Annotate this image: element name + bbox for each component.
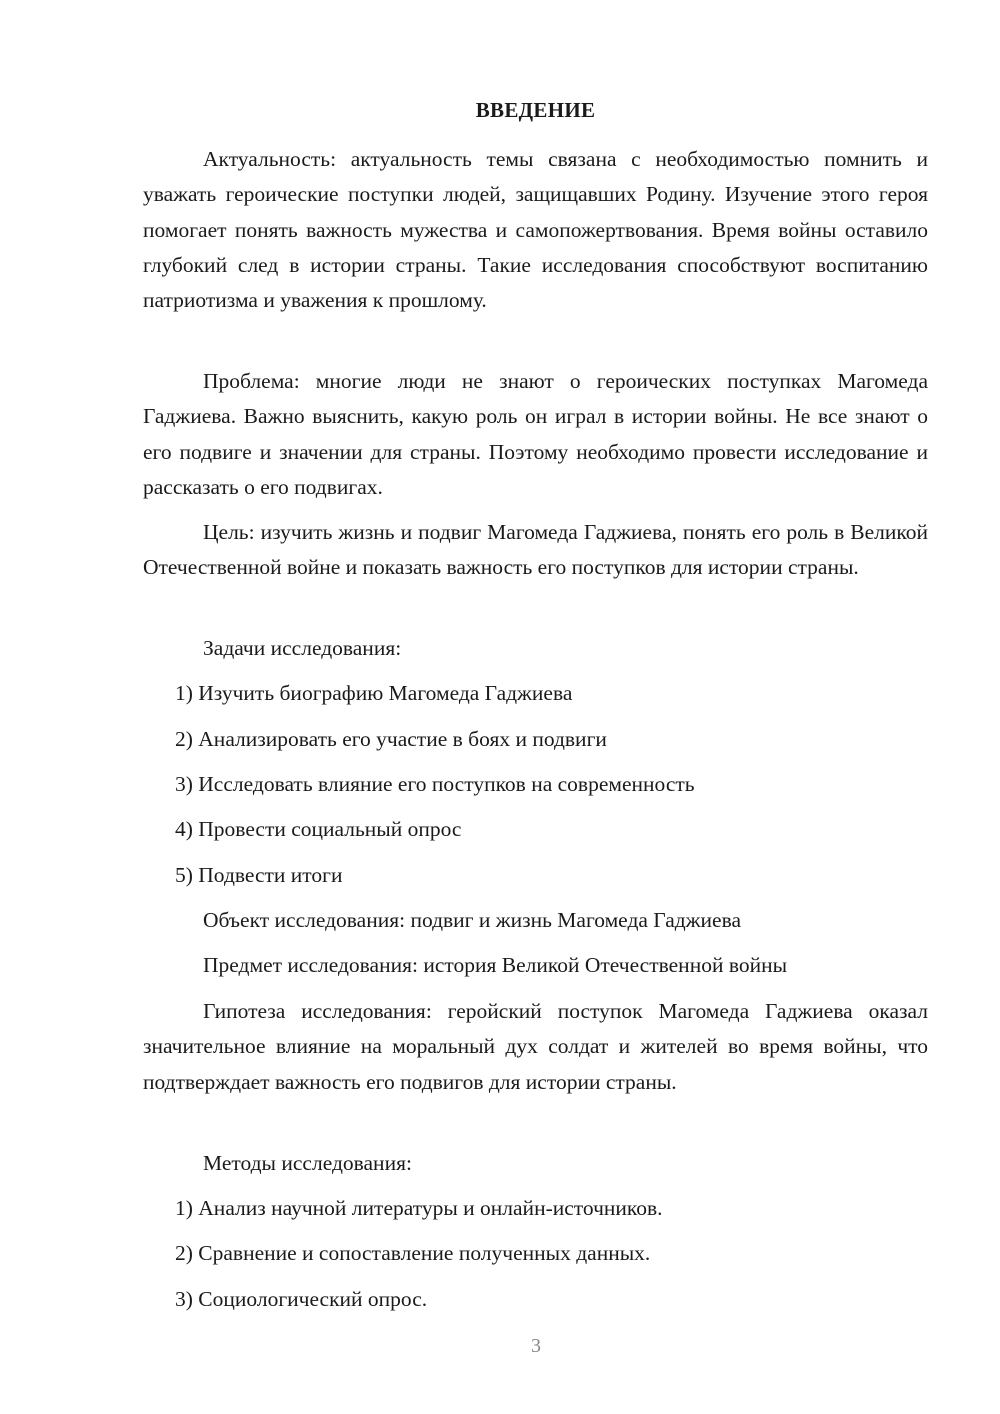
task-item: 2) Анализировать его участие в боях и подвиги [175,727,607,751]
section-title: ВВЕДЕНИЕ [475,98,596,122]
tasks-heading: Задачи исследования: [203,636,402,660]
relevance-paragraph: Актуальность: актуальность темы связана с необходимостью помнить и уважать героические поступки людей, защищавших Родину. Изучение этого героя помогает понять важность мужества и самопожертвования. Время войны оставило глубокий след в истории страны. Такие исследования способствуют воспитанию патриотизма и уважения к прошлому. [143,147,928,313]
methods-heading: Методы исследования: [203,1151,412,1175]
page-number: 3 [531,1335,541,1357]
goal-paragraph: Цель: изучить жизнь и подвиг Магомеда Гаджиева, понять его роль в Великой Отечественной войне и показать важность его поступков для истории страны. [143,520,928,580]
method-item: 2) Сравнение и сопоставление полученных данных. [175,1241,651,1265]
task-item: 5) Подвести итоги [175,863,343,887]
research-object: Объект исследования: подвиг и жизнь Магомеда Гаджиева [203,908,741,932]
method-item: 3) Социологический опрос. [175,1287,428,1311]
research-subject: Предмет исследования: история Великой Отечественной войны [203,953,788,977]
method-item: 1) Анализ научной литературы и онлайн-источников. [175,1196,663,1220]
problem-paragraph: Проблема: многие люди не знают о героических поступках Магомеда Гаджиева. Важно выяснить, какую роль он играл в истории войны. Не все знают о его подвиге и значении для страны. Поэтому необходимо провести исследование и рассказать о его подвигах. [143,369,928,499]
task-item: 3) Исследовать влияние его поступков на современность [175,772,695,796]
task-item: 4) Провести социальный опрос [175,817,462,841]
task-item: 1) Изучить биографию Магомеда Гаджиева [175,681,573,705]
hypothesis-paragraph: Гипотеза исследования: геройский поступок Магомеда Гаджиева оказал значительное влияние на моральный дух солдат и жителей во время войны, что подтверждает важность его подвигов для истории страны. [143,999,928,1094]
